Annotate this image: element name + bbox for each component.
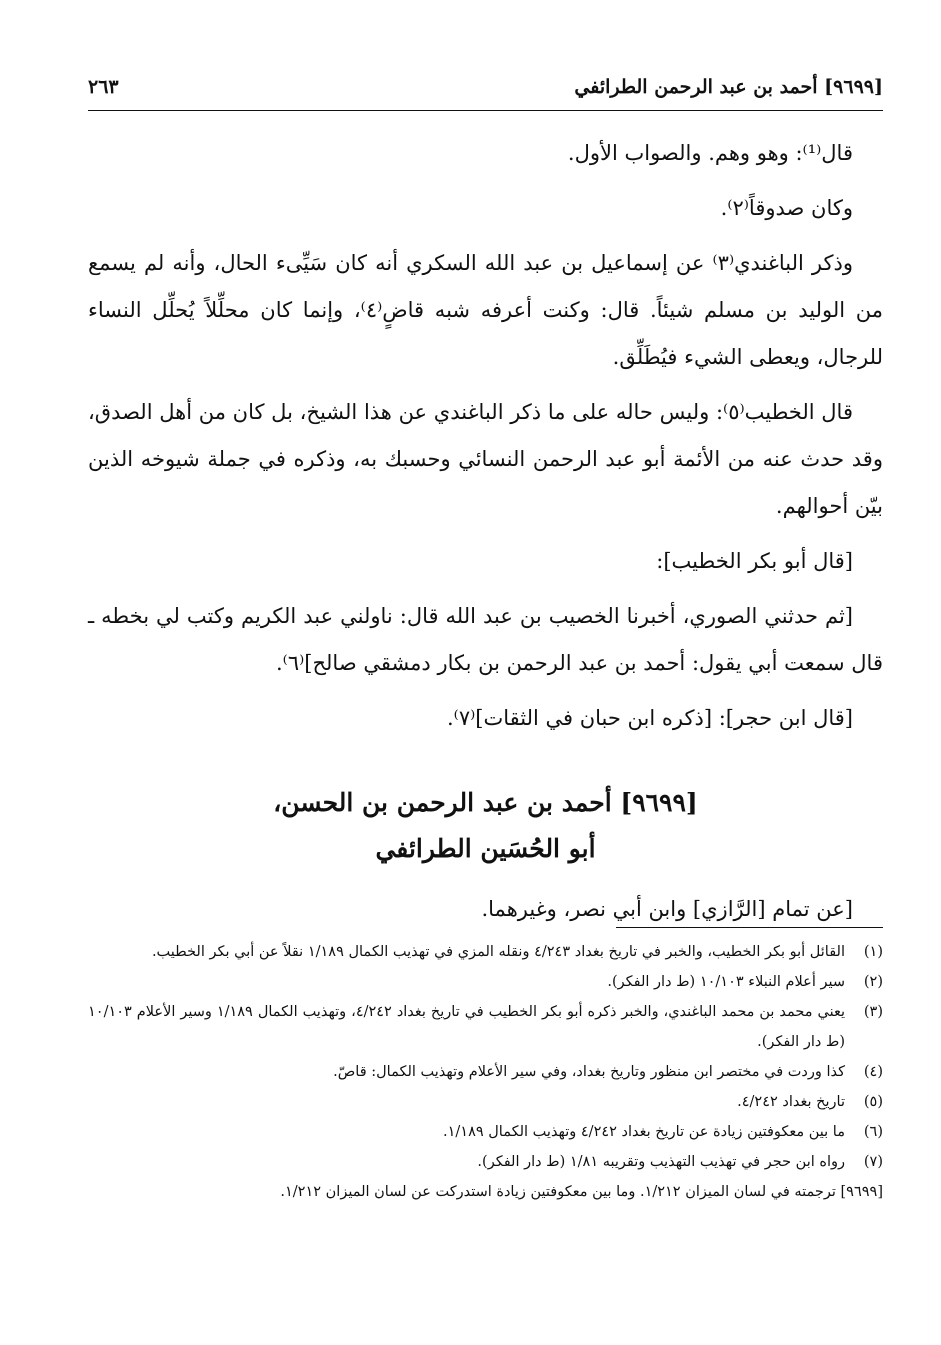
footnote-text: القائل أبو بكر الخطيب، والخبر في تاريخ بغداد ٤/٢٤٣ ونقله المزي في تهذيب الكمال ١/١٨٩ نقلاً عن أبي بكر الخطيب. <box>151 944 845 960</box>
entry-heading <box>88 780 883 872</box>
footnote-number: (٤) <box>863 1064 883 1080</box>
footnote <box>88 1057 883 1087</box>
footnote-text: يعني محمد بن محمد الباغندي، والخبر ذكره أبو بكر الخطيب في تاريخ بغداد ٤/٢٤٢، وتهذيب الكمال ١/١٨٩ وسير الأعلام ١٠/١٠٣ (ط دار الفكر). <box>88 1004 845 1050</box>
paragraph: قال⁽¹⁾: وهو وهم. والصواب الأول. <box>567 141 853 165</box>
paragraph: [قال أبو بكر الخطيب]: <box>656 549 853 573</box>
footnote-text: كذا وردت في مختصر ابن منظور وتاريخ بغداد، وفي سير الأعلام وتهذيب الكمال: قاصّ. <box>333 1064 845 1080</box>
entry-source-note <box>88 1177 883 1207</box>
footnote-number: (١) <box>863 944 883 960</box>
footnote <box>88 1117 883 1147</box>
footnote-number: (٦) <box>863 1124 883 1140</box>
entry-body: [عن تمام [الرَّازي] وابن أبي نصر، وغيرهما. <box>481 897 853 921</box>
main-text <box>88 130 883 941</box>
footnote-number: (٢) <box>863 974 883 990</box>
entry-heading-line: أبو الحُسَين الطرائفي <box>375 834 596 863</box>
footnote-number: (٥) <box>863 1094 883 1110</box>
footnote-text: ما بين معكوفتين زيادة عن تاريخ بغداد ٤/٢٤٢ وتهذيب الكمال ١/١٨٩. <box>443 1124 845 1140</box>
footnote <box>88 1147 883 1177</box>
entry-source-note-text: [٩٦٩٩] ترجمته في لسان الميزان ١/٢١٢. وما بين معكوفتين زيادة استدركت عن لسان الميزان ١/٢١٢. <box>280 1184 883 1200</box>
footnote-text: تاريخ بغداد ٤/٢٤٢. <box>737 1094 845 1110</box>
footnote <box>88 937 883 967</box>
paragraph: [قال ابن حجر]: [ذكره ابن حبان في الثقات]⁽٧⁾. <box>447 706 853 730</box>
paragraph: [ثم حدثني الصوري، أخبرنا الخصيب بن عبد الله قال: ناولني عبد الكريم وكتب لي بخطه ـ قال سمعت أبي يقول: أحمد بن عبد الرحمن بن بكار دمشقي صالح]⁽٦⁾. <box>88 604 883 675</box>
footnote-separator <box>616 927 883 928</box>
footnote-number: (٣) <box>863 1004 883 1020</box>
entry-heading-line: [٩٦٩٩] أحمد بن عبد الرحمن بن الحسن، <box>273 788 698 817</box>
footnote <box>88 997 883 1057</box>
footnotes <box>88 937 883 1207</box>
paragraph: قال الخطيب⁽٥⁾: وليس حاله على ما ذكر الباغندي عن هذا الشيخ، بل كان من أهل الصدق، وقد حدث عنه من الأئمة أبو عبد الرحمن النسائي وحسبك به، وذكره في جملة شيوخه الذين بيّن أحوالهم. <box>88 400 883 518</box>
header-title: [٩٦٩٩] أحمد بن عبد الرحمن الطرائفي <box>574 76 883 98</box>
paragraph: وذكر الباغندي⁽٣⁾ عن إسماعيل بن عبد الله السكري أنه كان سَيِّىء الحال، وأنه لم يسمع من الوليد بن مسلم شيئاً. قال: وكنت أعرفه شبه قاضٍ⁽٤⁾، وإنما كان محلِّلاً يُحلِّل النساء للرجال، ويعطى الشيء فيُطَلِّق. <box>88 251 884 369</box>
footnote-text: رواه ابن حجر في تهذيب التهذيب وتقريبه ١/٨١ (ط دار الفكر). <box>477 1154 845 1170</box>
page-number: ٢٦٣ <box>88 76 119 98</box>
footnote-text: سير أعلام النبلاء ١٠/١٠٣ (ط دار الفكر). <box>607 974 845 990</box>
footnote <box>88 1087 883 1117</box>
paragraph: وكان صدوقاً⁽٢⁾. <box>720 196 853 220</box>
footnote <box>88 967 883 997</box>
running-header <box>88 72 883 111</box>
footnote-number: (٧) <box>863 1154 883 1170</box>
